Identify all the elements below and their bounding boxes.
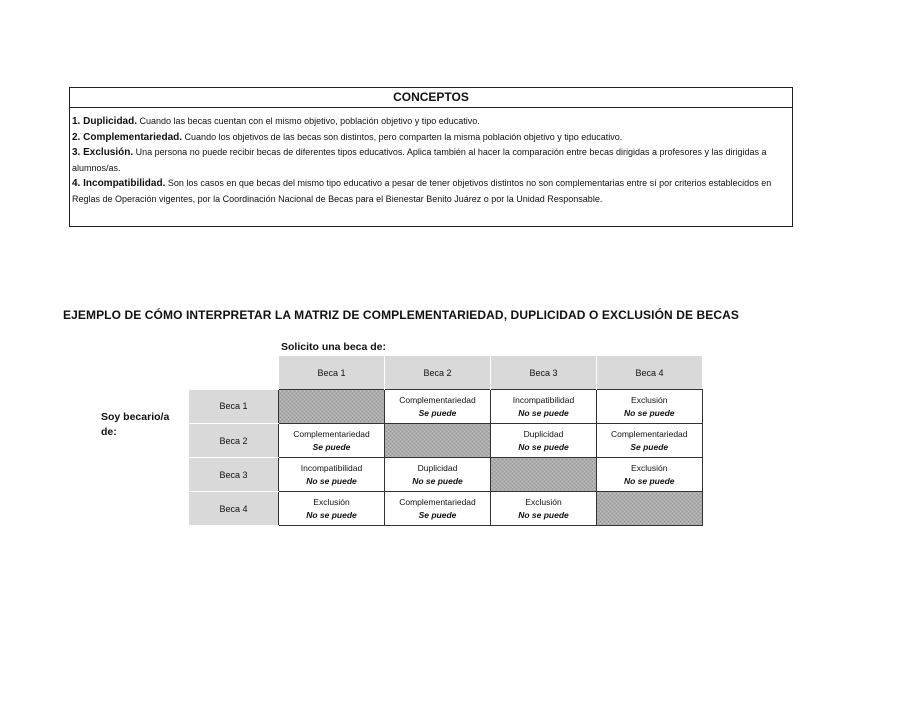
matrix-row — [189, 390, 702, 424]
diagonal-cell — [597, 492, 703, 526]
relation-type: Duplicidad — [417, 462, 458, 473]
relation-type: Exclusión — [313, 496, 350, 507]
relation-status: No se puede — [518, 407, 569, 418]
relation-status: No se puede — [518, 441, 569, 452]
concept-term: 4. Incompatibilidad. — [72, 178, 166, 189]
relation-status: No se puede — [518, 509, 569, 520]
matrix-cell — [597, 458, 703, 492]
becas-matrix — [189, 356, 703, 526]
relation-status: Se puede — [418, 509, 457, 520]
column-header: Beca 1 — [279, 356, 385, 390]
concept-exclusion — [72, 145, 790, 176]
relation-type: Exclusión — [525, 496, 562, 507]
row-header: Beca 1 — [189, 390, 279, 424]
concept-duplicidad — [72, 114, 790, 130]
example-title: EJEMPLO DE CÓMO INTERPRETAR LA MATRIZ DE COMPLEMENTARIEDAD, DUPLICIDAD O EXCLUSIÓN DE BECAS — [63, 308, 740, 322]
row-header: Beca 4 — [189, 492, 279, 526]
relation-status: No se puede — [623, 475, 675, 486]
matrix-row — [189, 424, 702, 458]
relation-type: Exclusión — [631, 462, 668, 473]
matrix-corner — [189, 356, 279, 390]
matrix-cell — [279, 458, 385, 492]
diagonal-cell — [385, 424, 491, 458]
matrix-cell — [491, 424, 597, 458]
relation-type: Exclusión — [631, 394, 668, 405]
matrix-cell — [385, 492, 491, 526]
matrix-row — [189, 492, 702, 526]
column-header: Beca 3 — [491, 356, 597, 390]
relation-type: Incompatibilidad — [512, 394, 575, 405]
matrix-header-row — [189, 356, 702, 390]
matrix-cell — [385, 458, 491, 492]
matrix-cell — [597, 390, 703, 424]
row-header: Beca 3 — [189, 458, 279, 492]
row-header: Beca 2 — [189, 424, 279, 458]
concept-desc: Cuando las becas cuentan con el mismo objetivo, población objetivo y tipo educativo. — [139, 116, 480, 126]
relation-status: Se puede — [312, 441, 351, 452]
relation-status: Se puede — [418, 407, 457, 418]
concept-term: 2. Complementariedad. — [72, 131, 183, 143]
concepts-title: CONCEPTOS — [70, 88, 792, 108]
matrix-cell — [385, 390, 491, 424]
concept-incompatibilidad — [72, 176, 790, 207]
column-header: Beca 2 — [385, 356, 491, 390]
diagonal-cell — [279, 390, 385, 424]
matrix-cell — [597, 424, 703, 458]
relation-status: No se puede — [306, 475, 357, 486]
concept-desc: Una persona no puede recibir becas de diferentes tipos educativos. Aplica también al hacer la comparación entre becas dirigidas a profesores y las dirigidas a alumnos/as. — [72, 147, 767, 173]
relation-type: Duplicidad — [523, 428, 564, 439]
column-header: Beca 4 — [597, 356, 703, 390]
concept-term: 1. Duplicidad. — [72, 116, 138, 127]
relation-type: Incompatibilidad — [300, 462, 363, 473]
relation-type: Complementariedad — [293, 428, 370, 439]
matrix-cell — [279, 424, 385, 458]
concept-term: 3. Exclusión. — [72, 147, 134, 158]
concepts-list — [70, 108, 792, 207]
concept-complementariedad — [72, 130, 790, 146]
relation-status: No se puede — [306, 509, 357, 520]
matrix-cell — [491, 390, 597, 424]
relation-type: Complementariedad — [610, 428, 688, 439]
relation-status: Se puede — [630, 441, 669, 452]
concepts-box — [69, 87, 793, 227]
concept-desc: Cuando los objetivos de las becas son distintos, pero comparten la misma población objetivo y tipo educativo. — [184, 131, 623, 142]
diagonal-cell — [491, 458, 597, 492]
matrix-row — [189, 458, 702, 492]
soy-becario-label: Soy becario/a de: — [101, 411, 170, 438]
matrix-cell — [279, 492, 385, 526]
relation-status: No se puede — [623, 407, 675, 418]
relation-type: Complementariedad — [399, 394, 476, 405]
matrix-cell — [491, 492, 597, 526]
relation-type: Complementariedad — [399, 496, 476, 507]
relation-status: No se puede — [412, 475, 463, 486]
solicito-label: Solicito una beca de: — [281, 341, 387, 353]
concept-desc: Son los casos en que becas del mismo tipo educativo a pesar de tener objetivos distintos no son complementarias entre sí por criterios establecidos en Reglas de Operación vigentes, por la Coordinación Nacional de Becas para el Bienestar Benito Juárez o por la Unidad Responsable. — [72, 178, 772, 204]
